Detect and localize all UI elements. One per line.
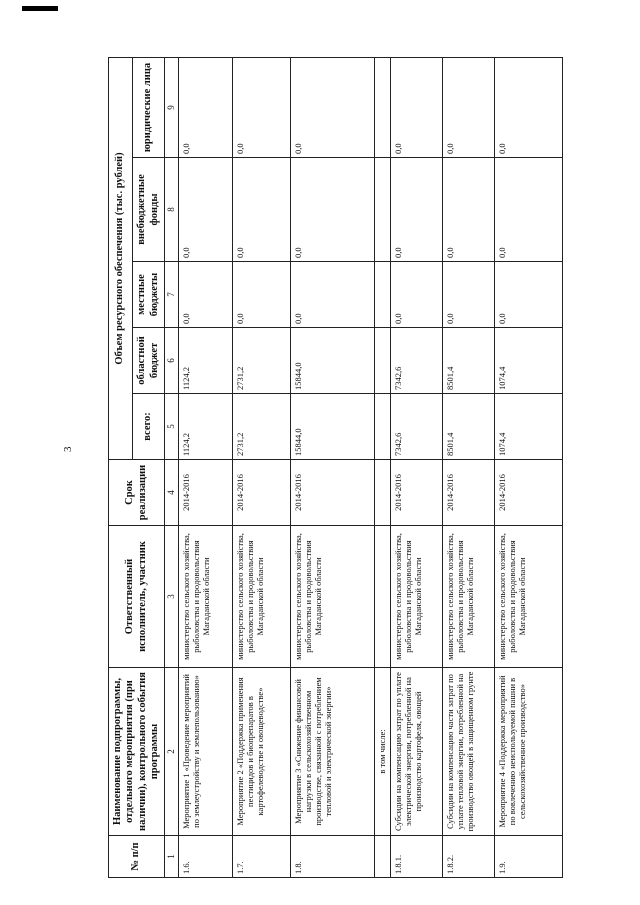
- column-number: 1: [165, 836, 179, 878]
- cell-executor: [374, 526, 390, 668]
- cell-local: [374, 262, 390, 328]
- cell-regional: 1074,4: [494, 328, 562, 394]
- cell-legal: 0,0: [290, 58, 374, 158]
- cell-term: [374, 460, 390, 526]
- cell-total: 15844,0: [290, 394, 374, 460]
- cell-executor: министерство сельского хозяйства, рыболовства и продовольствия Магаданской области: [494, 526, 562, 668]
- cell-local: 0,0: [232, 262, 290, 328]
- cell-name: Мероприятие 2 «Поддержка применения пестицидов и биопрепаратов в картофелеводстве и овощеводстве»: [232, 668, 290, 836]
- cell-offbudget: 0,0: [390, 158, 442, 262]
- cell-term: 2014-2016: [232, 460, 290, 526]
- cell-term: 2014-2016: [494, 460, 562, 526]
- cell-name: в том числе:: [374, 668, 390, 836]
- cell-local: 0,0: [290, 262, 374, 328]
- cell-local: 0,0: [390, 262, 442, 328]
- header-name: Наименование подпрограммы, отдельного мероприятия (при наличии), контрольного события программы: [109, 668, 165, 836]
- top-black-mark: [22, 6, 58, 11]
- cell-num: 1.8.: [290, 836, 374, 878]
- column-number: 9: [165, 58, 179, 158]
- header-resource-group: Объем ресурсного обеспечения (тыс. рублей): [109, 58, 133, 460]
- table-row: [232, 58, 290, 878]
- cell-legal: 0,0: [390, 58, 442, 158]
- cell-executor: министерство сельского хозяйства, рыболовства и продовольствия Магаданской области: [290, 526, 374, 668]
- cell-num: 1.7.: [232, 836, 290, 878]
- resource-table: [108, 57, 563, 878]
- cell-offbudget: 0,0: [442, 158, 494, 262]
- table-row: [442, 58, 494, 878]
- cell-regional: 1124,2: [178, 328, 232, 394]
- table-row: [494, 58, 562, 878]
- cell-regional: 2731,2: [232, 328, 290, 394]
- column-number: 8: [165, 158, 179, 262]
- cell-local: 0,0: [494, 262, 562, 328]
- cell-total: 1124,2: [178, 394, 232, 460]
- cell-total: 7342,6: [390, 394, 442, 460]
- cell-name: Мероприятие 4 «Поддержка мероприятий по вовлечению неиспользуемой пашни в сельскохозяйственное производство»: [494, 668, 562, 836]
- rotated-table-container: [108, 58, 528, 878]
- cell-offbudget: 0,0: [232, 158, 290, 262]
- cell-name: Мероприятие 3 «Снижение финансовой нагрузки в сельскохозяйственном производстве, связанной с потреблением тепловой и электрической энергии»: [290, 668, 374, 836]
- cell-term: 2014-2016: [442, 460, 494, 526]
- header-local: местные бюджеты: [133, 262, 165, 328]
- cell-offbudget: 0,0: [178, 158, 232, 262]
- cell-local: 0,0: [442, 262, 494, 328]
- cell-legal: 0,0: [232, 58, 290, 158]
- cell-legal: 0,0: [494, 58, 562, 158]
- table-row: [374, 58, 390, 878]
- cell-executor: министерство сельского хозяйства, рыболовства и продовольствия Магаданской области: [178, 526, 232, 668]
- cell-regional: 7342,6: [390, 328, 442, 394]
- table-row: [390, 58, 442, 878]
- cell-name: Субсидии на компенсацию затрат по уплате электрической энергии, потребленной на производство картофеля, овощей: [390, 668, 442, 836]
- header-legal: юридические лица: [133, 58, 165, 158]
- cell-name: Мероприятие 1 «Проведение мероприятий по землеустройству и землепользованию»: [178, 668, 232, 836]
- cell-legal: 0,0: [442, 58, 494, 158]
- cell-term: 2014-2016: [178, 460, 232, 526]
- page-number: 3: [62, 446, 74, 452]
- cell-num: [374, 836, 390, 878]
- cell-total: 2731,2: [232, 394, 290, 460]
- table-row: [178, 58, 232, 878]
- cell-num: 1.9.: [494, 836, 562, 878]
- cell-offbudget: [374, 158, 390, 262]
- cell-total: 8501,4: [442, 394, 494, 460]
- cell-name: Субсидии на компенсацию части затрат по уплате тепловой энергии, потребленной на производство овощей в защищенном грунте: [442, 668, 494, 836]
- cell-num: 1.8.1.: [390, 836, 442, 878]
- cell-regional: 15844,0: [290, 328, 374, 394]
- header-total: всего:: [133, 394, 165, 460]
- cell-local: 0,0: [178, 262, 232, 328]
- column-number: 7: [165, 262, 179, 328]
- cell-legal: [374, 58, 390, 158]
- column-number: 5: [165, 394, 179, 460]
- cell-executor: министерство сельского хозяйства, рыболовства и продовольствия Магаданской области: [442, 526, 494, 668]
- cell-executor: министерство сельского хозяйства, рыболовства и продовольствия Магаданской области: [232, 526, 290, 668]
- cell-regional: [374, 328, 390, 394]
- header-num: № п/п: [109, 836, 165, 878]
- column-number: 4: [165, 460, 179, 526]
- cell-term: 2014-2016: [290, 460, 374, 526]
- header-regional: областной бюджет: [133, 328, 165, 394]
- cell-total: [374, 394, 390, 460]
- cell-num: 1.6.: [178, 836, 232, 878]
- header-offbudget: внебюджетные фонды: [133, 158, 165, 262]
- column-number: 6: [165, 328, 179, 394]
- column-number: 3: [165, 526, 179, 668]
- cell-total: 1074,4: [494, 394, 562, 460]
- header-term: Срок реализации: [109, 460, 165, 526]
- cell-regional: 8501,4: [442, 328, 494, 394]
- table-row: [290, 58, 374, 878]
- column-number: 2: [165, 668, 179, 836]
- cell-offbudget: 0,0: [290, 158, 374, 262]
- cell-num: 1.8.2.: [442, 836, 494, 878]
- cell-legal: 0,0: [178, 58, 232, 158]
- cell-offbudget: 0,0: [494, 158, 562, 262]
- header-executor: Ответственный исполнитель, участник: [109, 526, 165, 668]
- cell-executor: министерство сельского хозяйства, рыболовства и продовольствия Магаданской области: [390, 526, 442, 668]
- cell-term: 2014-2016: [390, 460, 442, 526]
